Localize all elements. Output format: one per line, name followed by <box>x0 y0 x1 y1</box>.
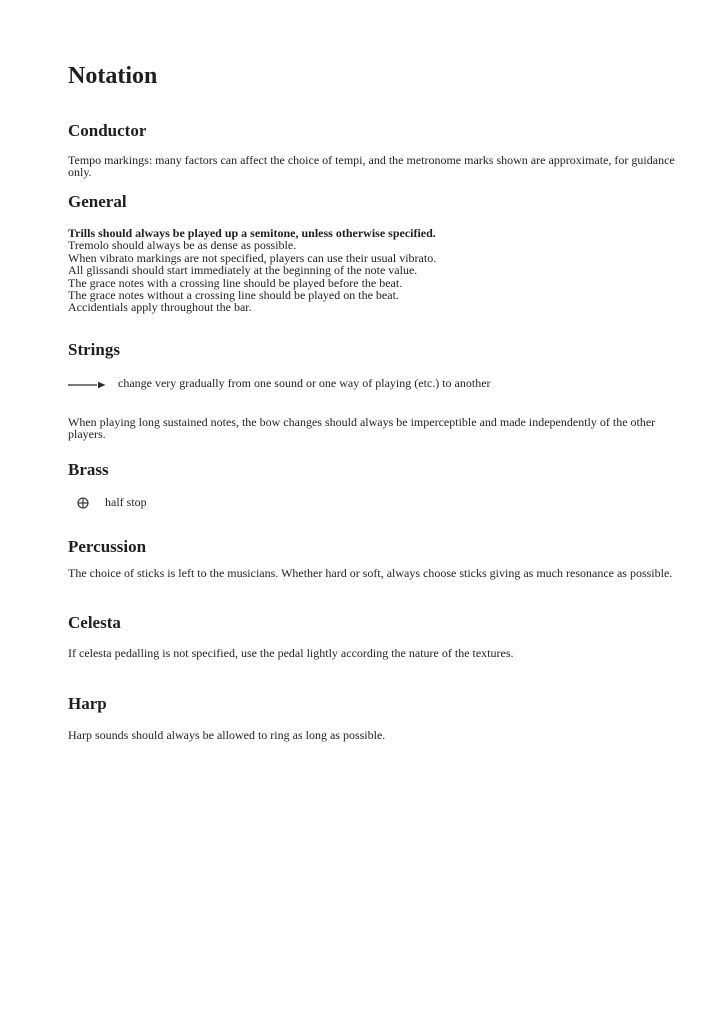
arrow-symbol-caption: change very gradually from one sound or one way of playing (etc.) to another <box>118 376 491 390</box>
paragraph-line: Harp sounds should always be allowed to ring as long as possible. <box>68 728 386 742</box>
section-heading-strings: Strings <box>68 340 120 359</box>
section-heading-brass: Brass <box>68 460 109 479</box>
section-heading-percussion: Percussion <box>68 537 147 556</box>
rule-line-grace-on: The grace notes without a crossing line should be played on the beat. <box>68 288 399 303</box>
conductor-paragraph <box>68 154 675 179</box>
paragraph-line: If celesta pedalling is not specified, use the pedal lightly according the nature of the textures. <box>68 646 514 660</box>
section-heading-general: General <box>68 192 127 211</box>
section-heading-harp: Harp <box>68 694 107 713</box>
rule-line-accidentals: Accidentials apply throughout the bar. <box>68 300 252 315</box>
paragraph-line: Tempo markings: many factors can affect the choice of tempi, and the metronome marks shown are approximate, for guidance <box>68 153 675 167</box>
paragraph-line: The choice of sticks is left to the musicians. Whether hard or soft, always choose sticks giving as much resonance as possible. <box>68 566 673 580</box>
page-title: Notation <box>68 63 158 89</box>
rule-line-trills: Trills should always be played up a semitone, unless otherwise specified. <box>68 226 436 240</box>
general-rules-list <box>68 227 436 314</box>
harp-paragraph <box>68 729 385 741</box>
paragraph-line: only. <box>68 165 92 180</box>
rule-line-vibrato: When vibrato markings are not specified, players can use their usual vibrato. <box>68 250 437 265</box>
rule-line-tremolo: Tremolo should always be as dense as possible. <box>68 238 297 253</box>
circled-plus-half-stop-icon <box>77 497 89 509</box>
section-heading-celesta: Celesta <box>68 613 121 632</box>
section-heading-conductor: Conductor <box>68 121 147 140</box>
strings-paragraph <box>68 416 655 441</box>
celesta-paragraph <box>68 647 514 659</box>
percussion-paragraph <box>68 567 672 579</box>
rule-line-grace-before: The grace notes with a crossing line should be played before the beat. <box>68 275 403 290</box>
rule-line-glissandi: All glissandi should start immediately at the beginning of the note value. <box>68 263 418 278</box>
paragraph-line: players. <box>68 427 106 442</box>
gradual-change-arrow-icon <box>68 380 106 390</box>
half-stop-symbol-caption: half stop <box>105 495 147 509</box>
paragraph-line: When playing long sustained notes, the bow changes should always be imperceptible and made independently of the other <box>68 415 656 429</box>
